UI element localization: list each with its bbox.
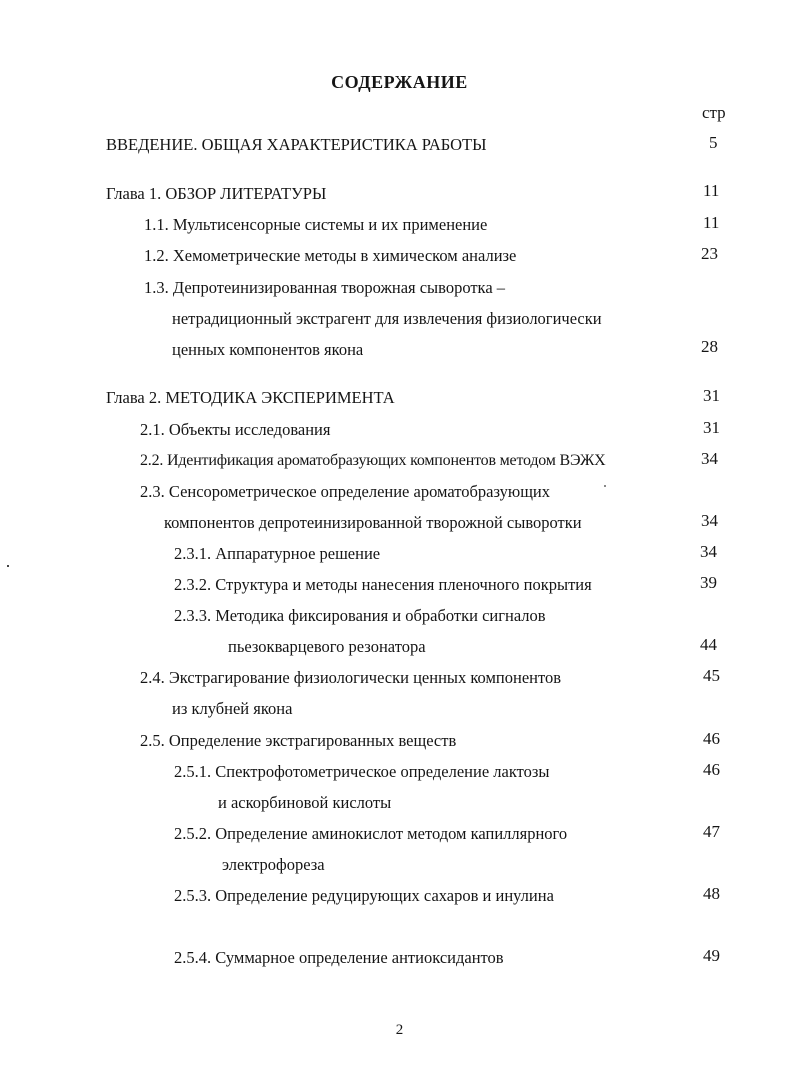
toc-page-2-5-4: 49 xyxy=(703,946,720,965)
toc-page-chapter-1: 11 xyxy=(703,181,720,200)
toc-page-1-1: 11 xyxy=(703,213,720,232)
toc-entry-2-5: 2.5. Определение экстрагированных веществ xyxy=(140,731,457,750)
toc-entry-2-3-2: 2.3.2. Структура и методы нанесения пленочного покрытия xyxy=(174,575,592,594)
toc-entry-2-3-1: 2.3.1. Аппаратурное решение xyxy=(174,544,381,563)
toc-entry-2-4-cont: из клубней якона xyxy=(172,699,293,718)
toc-entry-2-5-1: 2.5.1. Спектрофотометрическое определение лактозы xyxy=(174,762,550,781)
toc-entry-1-1: 1.1. Мультисенсорные системы и их применение xyxy=(144,215,488,234)
toc-page-2-5-2: 47 xyxy=(703,822,720,841)
toc-page-2-3: 34 xyxy=(701,511,718,530)
toc-page-2-3-1: 34 xyxy=(700,542,717,561)
page-title: СОДЕРЖАНИЕ xyxy=(331,72,468,92)
toc-entry-2-1: 2.1. Объекты исследования xyxy=(140,420,331,439)
page-number: 2 xyxy=(395,1022,404,1038)
toc-entry-2-3: 2.3. Сенсорометрическое определение ароматобразующих xyxy=(140,482,550,501)
toc-page-2-3-3: 44 xyxy=(700,635,717,654)
toc-entry-introduction: ВВЕДЕНИЕ. ОБЩАЯ ХАРАКТЕРИСТИКА РАБОТЫ xyxy=(106,135,487,154)
toc-entry-2-5-2: 2.5.2. Определение аминокислот методом капиллярного xyxy=(174,824,568,843)
scan-speck xyxy=(604,485,606,487)
toc-entry-2-5-3: 2.5.3. Определение редуцирующих сахаров и инулина xyxy=(174,886,554,905)
toc-entry-2-5-1-cont: и аскорбиновой кислоты xyxy=(218,793,392,812)
toc-page-2-5-3: 48 xyxy=(703,884,720,903)
toc-entry-2-3-3-cont: пьезокварцевого резонатора xyxy=(228,637,426,656)
toc-page-2-1: 31 xyxy=(703,418,720,437)
toc-entry-chapter-2: Глава 2. МЕТОДИКА ЭКСПЕРИМЕНТА xyxy=(106,388,395,407)
toc-entry-2-3-cont: компонентов депротеинизированной творожной сыворотки xyxy=(164,513,582,532)
toc-entry-1-3: 1.3. Депротеинизированная творожная сыворотка – xyxy=(144,278,506,297)
toc-entry-2-5-4: 2.5.4. Суммарное определение антиоксидантов xyxy=(174,948,504,967)
toc-entry-2-3-3: 2.3.3. Методика фиксирования и обработки сигналов xyxy=(174,606,546,625)
toc-entry-2-2: 2.2. Идентификация ароматобразующих компонентов методом ВЭЖХ xyxy=(140,452,606,469)
toc-entry-2-5-2-cont: электрофореза xyxy=(222,855,325,874)
page-column-header: стр xyxy=(702,103,726,122)
toc-entry-2-4: 2.4. Экстрагирование физиологически ценных компонентов xyxy=(140,668,562,687)
toc-page-2-4: 45 xyxy=(703,666,720,685)
toc-page-2-2: 34 xyxy=(701,449,718,468)
toc-page-2-3-2: 39 xyxy=(700,573,717,592)
scan-speck xyxy=(7,565,9,567)
toc-page-2-5: 46 xyxy=(703,729,720,748)
toc-page-introduction: 5 xyxy=(709,133,718,152)
toc-page-2-5-1: 46 xyxy=(703,760,720,779)
toc-page-1-3: 28 xyxy=(701,337,718,356)
toc-entry-1-3-cont-2: ценных компонентов якона xyxy=(172,340,364,359)
toc-page-chapter-2: 31 xyxy=(703,386,720,405)
toc-entry-1-3-cont-1: нетрадиционный экстрагент для извлечения физиологически xyxy=(172,309,602,328)
toc-entry-1-2: 1.2. Хемометрические методы в химическом анализе xyxy=(144,246,517,265)
toc-entry-chapter-1: Глава 1. ОБЗОР ЛИТЕРАТУРЫ xyxy=(106,184,327,203)
toc-page-1-2: 23 xyxy=(701,244,718,263)
